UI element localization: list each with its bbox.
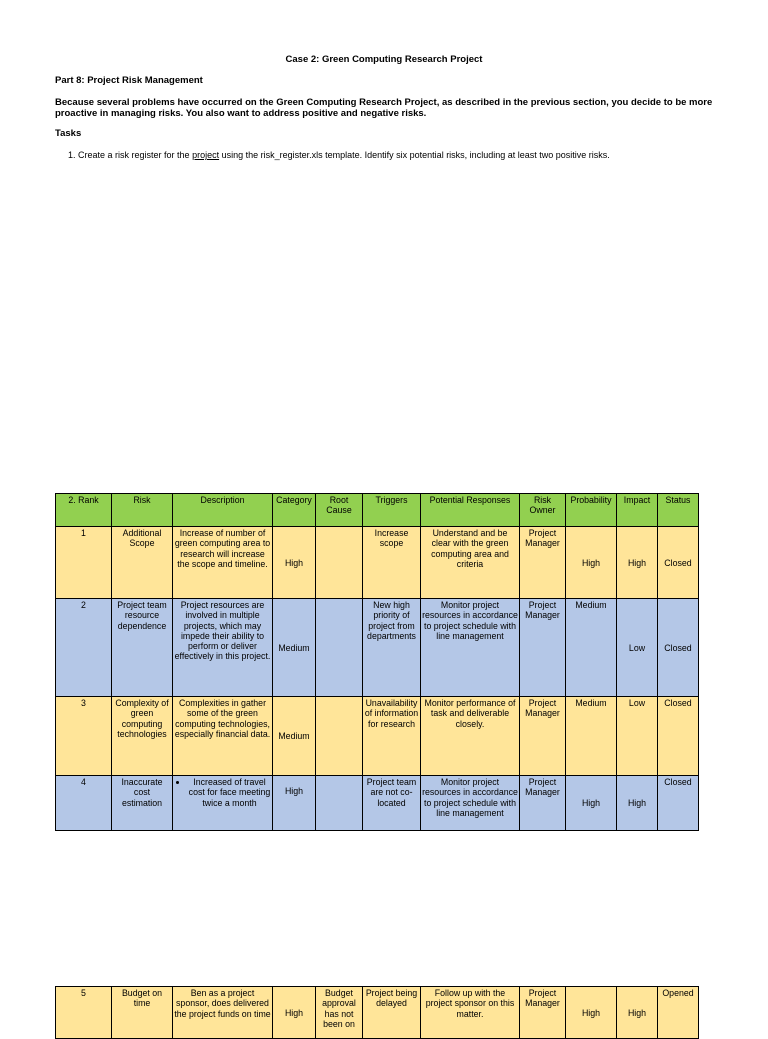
task-text: 1. Create a risk register for the	[68, 150, 193, 160]
table-row	[56, 987, 699, 1039]
risk-cell: Complexity of green computing technologies	[112, 697, 173, 776]
owner-cell: Project Manager	[520, 527, 566, 599]
responses-cell: Understand and be clear with the green computing area and criteria	[421, 527, 520, 599]
root-cause-cell	[316, 697, 363, 776]
responses-cell: Monitor performance of task and deliverable closely.	[421, 697, 520, 776]
intro-paragraph: Because several problems have occurred on the Green Computing Research Project, as described in the previous section, you decide to be more proactive in managing risks. You also want to address positive and negative risks.	[55, 97, 713, 119]
task-text: using the risk_register.xls template. Identify six potential risks, including at least two positive risks.	[219, 150, 610, 160]
triggers-cell: Increase scope	[363, 527, 421, 599]
triggers-cell: Project being delayed	[363, 987, 421, 1039]
column-header: Risk Owner	[520, 494, 566, 527]
owner-cell: Project Manager	[520, 599, 566, 697]
rank-cell: 5	[56, 987, 112, 1039]
triggers-cell: New high priority of project from departments	[363, 599, 421, 697]
column-header: 2. Rank	[56, 494, 112, 527]
impact-cell: High	[617, 776, 658, 831]
probability-cell: High	[566, 776, 617, 831]
root-cause-cell	[316, 776, 363, 831]
risk-register-table	[55, 493, 699, 831]
project-link[interactable]: project	[192, 150, 220, 160]
responses-cell: Follow up with the project sponsor on this matter.	[421, 987, 520, 1039]
table-row	[56, 599, 699, 697]
category-cell: Medium	[273, 697, 316, 776]
task-item-1	[68, 150, 610, 160]
description-cell: Complexities in gather some of the green computing technologies, especially financial data.	[173, 697, 273, 776]
status-cell: Closed	[658, 776, 699, 831]
tasks-heading: Tasks	[55, 128, 82, 139]
risk-register-table-continued	[55, 986, 699, 1039]
owner-cell: Project Manager	[520, 776, 566, 831]
column-header: Risk	[112, 494, 173, 527]
probability-cell: High	[566, 527, 617, 599]
responses-cell: Monitor project resources in accordance to project schedule with line management	[421, 599, 520, 697]
column-header: Description	[173, 494, 273, 527]
column-header: Root Cause	[316, 494, 363, 527]
responses-cell: Monitor project resources in accordance to project schedule with line management	[421, 776, 520, 831]
part-heading: Part 8: Project Risk Management	[55, 75, 203, 86]
column-header: Category	[273, 494, 316, 527]
root-cause-cell: Budget approval has not been on	[316, 987, 363, 1039]
rank-cell: 3	[56, 697, 112, 776]
risk-cell: Budget on time	[112, 987, 173, 1039]
document-title: Case 2: Green Computing Research Project	[285, 54, 483, 65]
impact-cell: Low	[617, 697, 658, 776]
root-cause-cell	[316, 599, 363, 697]
category-cell: High	[273, 987, 316, 1039]
table-row	[56, 776, 699, 831]
table-header-row	[56, 494, 699, 527]
column-header: Potential Responses	[421, 494, 520, 527]
table-row	[56, 697, 699, 776]
description-cell: Project resources are involved in multiple projects, which may impede their ability to perform or deliver effectively in this project.	[173, 599, 273, 697]
status-cell: Closed	[658, 527, 699, 599]
category-cell: Medium	[273, 599, 316, 697]
risk-cell: Project team resource dependence	[112, 599, 173, 697]
risk-cell: Additional Scope	[112, 527, 173, 599]
category-cell: High	[273, 776, 316, 831]
probability-cell: Medium	[566, 697, 617, 776]
status-cell: Closed	[658, 599, 699, 697]
triggers-cell: Project team are not co-located	[363, 776, 421, 831]
rank-cell: 2	[56, 599, 112, 697]
probability-cell: High	[566, 987, 617, 1039]
impact-cell: Low	[617, 599, 658, 697]
impact-cell: High	[617, 987, 658, 1039]
owner-cell: Project Manager	[520, 987, 566, 1039]
description-cell: Increase of number of green computing area to research will increase the scope and timeline.	[173, 527, 273, 599]
category-cell: High	[273, 527, 316, 599]
table-row	[56, 527, 699, 599]
triggers-cell: Unavailability of information for research	[363, 697, 421, 776]
column-header: Probability	[566, 494, 617, 527]
description-bullet: • Increased of travel cost for face meeting twice a month	[188, 777, 271, 808]
description-cell	[173, 776, 273, 831]
column-header: Triggers	[363, 494, 421, 527]
column-header: Impact	[617, 494, 658, 527]
rank-cell: 4	[56, 776, 112, 831]
status-cell: Opened	[658, 987, 699, 1039]
rank-cell: 1	[56, 527, 112, 599]
column-header: Status	[658, 494, 699, 527]
root-cause-cell	[316, 527, 363, 599]
probability-cell: Medium	[566, 599, 617, 697]
risk-cell: Inaccurate cost estimation	[112, 776, 173, 831]
impact-cell: High	[617, 527, 658, 599]
description-cell: Ben as a project sponsor, does delivered the project funds on time	[173, 987, 273, 1039]
status-cell: Closed	[658, 697, 699, 776]
owner-cell: Project Manager	[520, 697, 566, 776]
